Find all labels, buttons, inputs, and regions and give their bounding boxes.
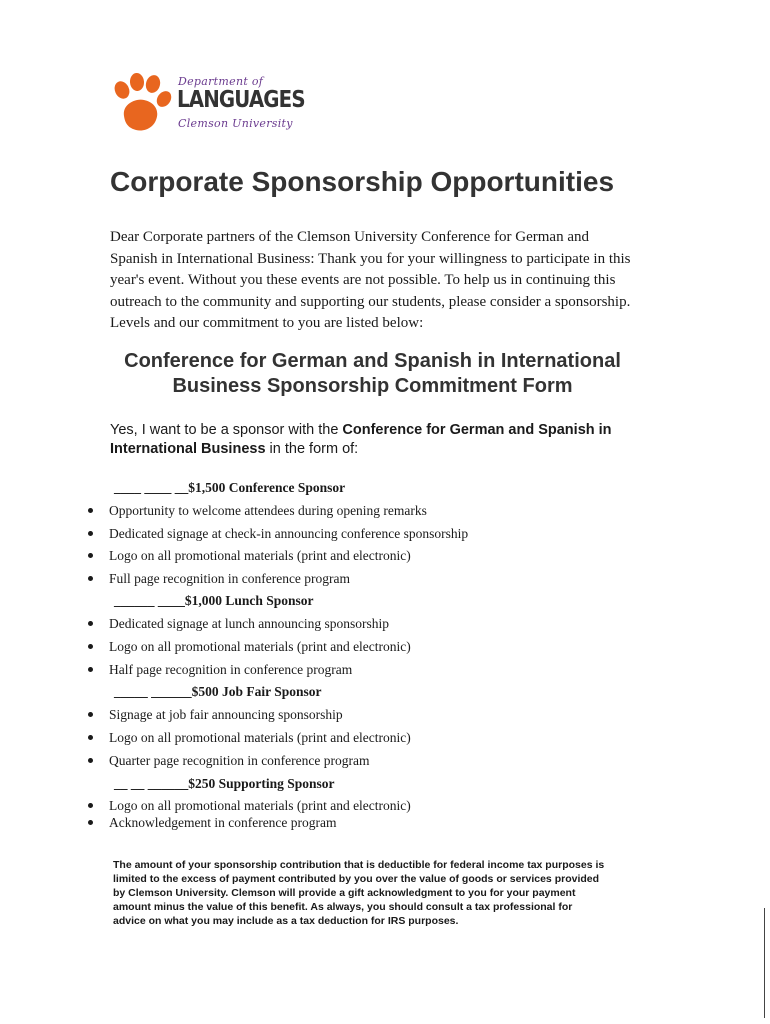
bullet-icon [88, 803, 93, 808]
benefit-item [88, 526, 468, 542]
tax-deduction-notice [113, 858, 643, 928]
logo-university: Clemson University [178, 117, 293, 130]
benefit-text: Half page recognition in conference program [109, 662, 353, 677]
commitment-statement [110, 421, 650, 459]
bullet-icon [88, 758, 93, 763]
bullet-icon [88, 621, 93, 626]
department-logo [110, 72, 305, 136]
bullet-icon [88, 508, 93, 513]
benefit-text: Dedicated signage at check-in announcing conference sponsorship [109, 526, 469, 541]
tiger-paw-icon [110, 72, 174, 136]
form-title-line: Business Sponsorship Commitment Form [172, 375, 573, 397]
tier-lunch-sponsor[interactable]: ______ ____$1,000 Lunch Sponsor [114, 593, 314, 608]
bullet-icon [88, 531, 93, 536]
benefit-text: Logo on all promotional materials (print and electronic) [109, 730, 411, 745]
benefit-text: Logo on all promotional materials (print and electronic) [109, 548, 411, 563]
page-edge-divider [764, 908, 765, 1018]
benefit-item [88, 730, 411, 746]
form-title-line: Conference for German and Spanish in International [124, 350, 621, 372]
benefit-text: Logo on all promotional materials (print and electronic) [109, 798, 411, 813]
tier-conference-sponsor[interactable]: ____ ____ __$1,500 Conference Sponsor [114, 480, 346, 495]
intro-paragraph [110, 227, 640, 335]
intro-line: Spanish in International Business: Thank you for your willingness to participate in this [110, 250, 631, 267]
notice-line: by Clemson University. Clemson will provide a gift acknowledgment to you for your payment [113, 887, 576, 899]
logo-languages: LANGUAGES [177, 87, 305, 113]
logo-department-of: Department of [178, 75, 264, 88]
bullet-icon [88, 667, 93, 672]
benefit-item [88, 616, 389, 632]
benefit-text: Dedicated signage at lunch announcing sponsorship [109, 616, 390, 631]
bullet-icon [88, 553, 93, 558]
bullet-icon [88, 644, 93, 649]
page-title: Corporate Sponsorship Opportunities [110, 166, 615, 197]
intro-line: outreach to the community and supporting our students, please consider a sponsorship. [110, 293, 631, 310]
bullet-icon [88, 712, 93, 717]
benefit-item [88, 753, 370, 769]
notice-line: amount minus the value of this benefit. As always, you should consult a tax professional for [113, 901, 573, 913]
notice-line: advice on what you may include as a tax deduction for IRS purposes. [113, 915, 459, 927]
benefit-item [88, 707, 343, 723]
benefit-item [88, 548, 411, 564]
benefit-item [88, 815, 337, 831]
benefit-text: Logo on all promotional materials (print and electronic) [109, 639, 411, 654]
notice-line: limited to the excess of payment contributed by you over the value of goods or services provided [113, 873, 600, 885]
bullet-icon [88, 820, 93, 825]
tier-supporting-sponsor[interactable]: __ __ ______$250 Supporting Sponsor [114, 776, 335, 791]
commitment-suffix: in the form of: [265, 441, 359, 457]
intro-line: year's event. Without you these events are not possible. To help us in continuing this [110, 272, 616, 288]
benefit-text: Acknowledgement in conference program [109, 815, 337, 830]
benefit-item [88, 571, 350, 587]
benefit-text: Signage at job fair announcing sponsorship [109, 707, 343, 722]
benefit-text: Opportunity to welcome attendees during opening remarks [109, 503, 427, 518]
benefit-text: Quarter page recognition in conference program [109, 753, 370, 768]
benefit-text: Full page recognition in conference program [109, 571, 351, 586]
benefit-item [88, 798, 411, 814]
form-title [100, 349, 645, 399]
notice-line: The amount of your sponsorship contribution that is deductible for federal income tax purposes is [113, 859, 605, 871]
benefit-item [88, 662, 352, 678]
benefit-item [88, 503, 427, 519]
bullet-icon [88, 576, 93, 581]
intro-line: Levels and our commitment to you are listed below: [110, 315, 424, 331]
benefit-item [88, 639, 411, 655]
commitment-prefix: Yes, I want to be a sponsor with the [110, 422, 343, 438]
tier-job-fair-sponsor[interactable]: _____ ______$500 Job Fair Sponsor [114, 684, 322, 699]
intro-line: Dear Corporate partners of the Clemson University Conference for German and [110, 229, 589, 245]
bullet-icon [88, 735, 93, 740]
conference-name: Conference for German and Spanish in International Business [110, 422, 612, 457]
